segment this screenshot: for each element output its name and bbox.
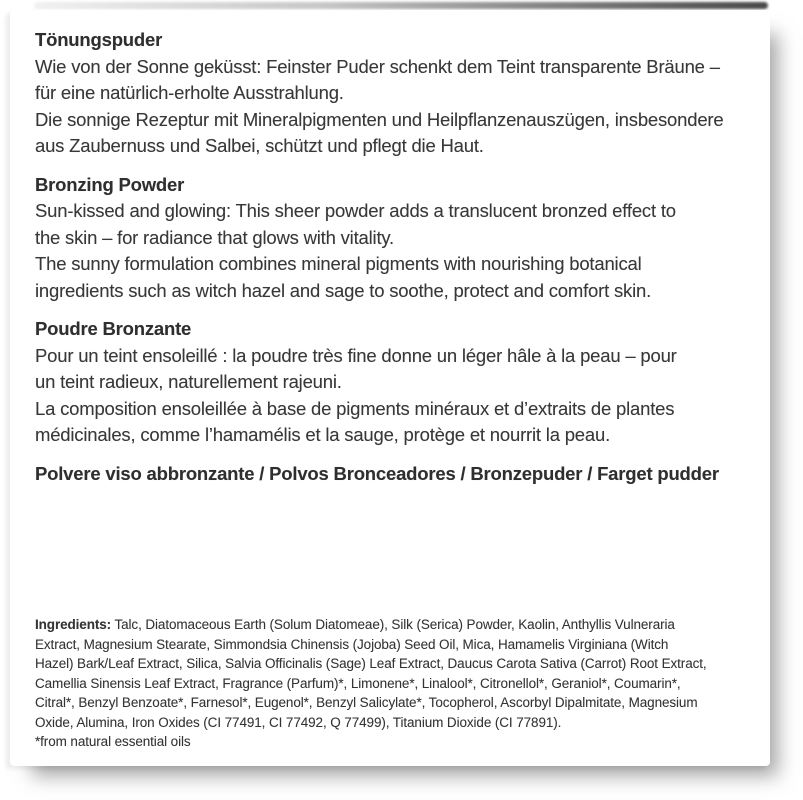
ingredients-line-rest: Talc, Diatomaceous Earth (Solum Diatomeae), Silk (Serica) Powder, Kaolin, Anthyllis Vulneraria — [111, 617, 675, 632]
text-line: aus Zaubernuss und Salbei, schützt und pflegt die Haut. — [35, 135, 484, 156]
text-line: The sunny formulation combines mineral pigments with nourishing botanical — [35, 253, 642, 274]
section-german — [35, 27, 770, 160]
section-title-french: Poudre Bronzante — [35, 318, 192, 339]
ingredients-line: Citral*, Benzyl Benzoate*, Farnesol*, Eugenol*, Benzyl Salicylate*, Tocopherol, Ascorbyl Dipalmitate, Magnesium — [35, 695, 698, 710]
text-line: médicinales, comme l’hamamélis et la sauge, protège et nourrit la peau. — [35, 424, 611, 445]
text-line: Wie von der Sonne geküsst: Feinster Puder schenkt dem Teint transparente Bräune – — [35, 55, 720, 77]
text-line: ingredients such as witch hazel and sage to soothe, protect and comfort skin. — [35, 279, 652, 301]
product-label — [10, 10, 770, 766]
section-title-english: Bronzing Powder — [35, 173, 185, 195]
section-french — [35, 316, 770, 449]
ingredients-line: Camellia Sinensis Leaf Extract, Fragrance (Parfum)*, Limonene*, Linalool*, Citronellol*, Geraniol*, Coumarin*, — [35, 675, 681, 691]
section-english — [35, 172, 770, 305]
ingredients-line: Extract, Magnesium Stearate, Simmondsia Chinensis (Jojoba) Seed Oil, Mica, Hamamelis Virginiana (Witch — [35, 636, 669, 652]
scan-top-edge-shadow — [34, 2, 768, 9]
text-line: Sun-kissed and glowing: This sheer powder adds a translucent bronzed effect to — [35, 200, 676, 221]
ingredients-line — [35, 615, 770, 635]
ingredients-block — [35, 615, 770, 752]
section-title-german: Tönungspuder — [35, 29, 163, 50]
product-names-line: Polvere viso abbronzante / Polvos Bronceadores / Bronzepuder / Farget pudder — [35, 462, 719, 484]
text-line: La composition ensoleillée à base de pigments minéraux et d’extraits de plantes — [35, 397, 675, 419]
text-line: the skin – for radiance that glows with vitality. — [35, 226, 394, 248]
text-line: für eine natürlich-erholte Ausstrahlung. — [35, 82, 344, 103]
text-line: Pour un teint ensoleillé : la poudre très fine donne un léger hâle à la peau – pour — [35, 344, 677, 366]
text-line: un teint radieux, naturellement rajeuni. — [35, 371, 342, 392]
ingredients-footnote: *from natural essential oils — [35, 734, 191, 749]
text-line: Die sonnige Rezeptur mit Mineralpigmenten und Heilpflanzenauszügen, insbesondere — [35, 108, 724, 130]
ingredients-label: Ingredients: — [35, 617, 112, 632]
ingredients-line: Oxide, Alumina, Iron Oxides (CI 77491, CI 77492, Q 77499), Titanium Dioxide (CI 77891). — [35, 714, 562, 730]
ingredients-line: Hazel) Bark/Leaf Extract, Silica, Salvia Officinalis (Sage) Leaf Extract, Daucus Carota Sativa (Carrot) Root Extract, — [35, 656, 707, 671]
